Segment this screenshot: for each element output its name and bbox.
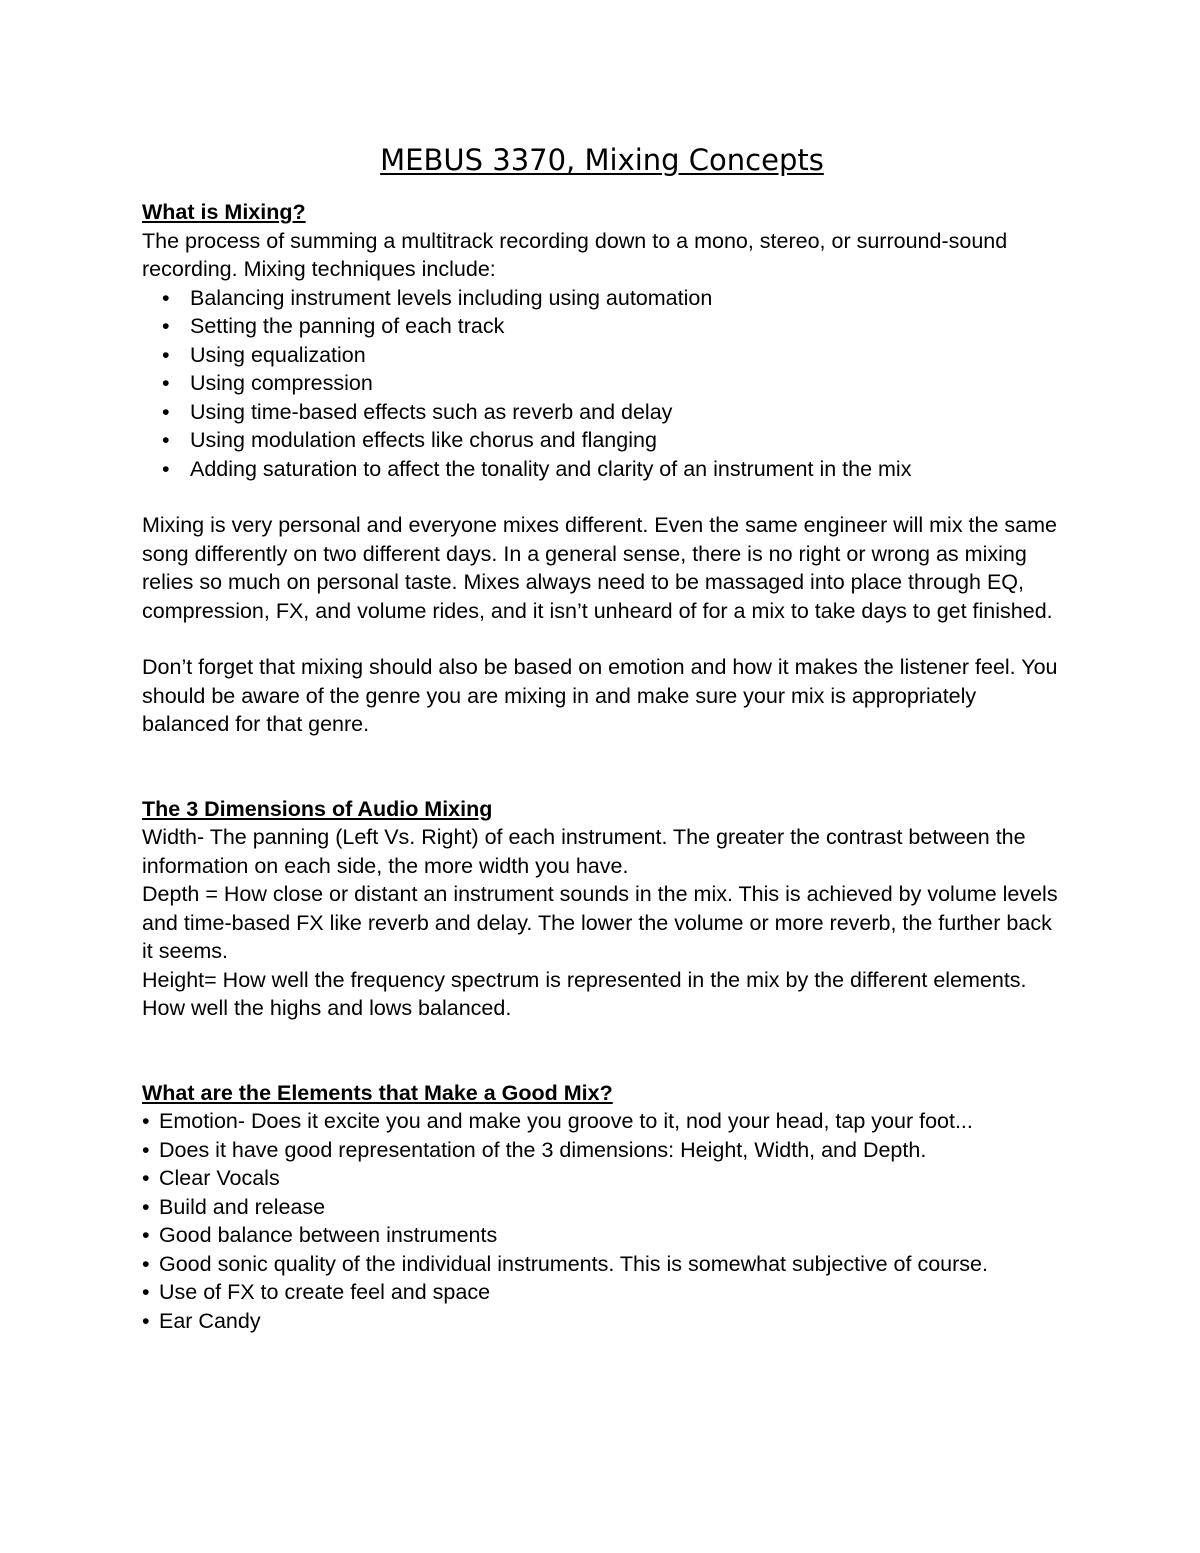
good-mix-elements-section	[142, 1079, 1062, 1336]
list-item: • Balancing instrument levels including using automation	[142, 284, 1062, 313]
dimensions-section	[142, 795, 1062, 1023]
list-item: • Setting the panning of each track	[142, 312, 1062, 341]
list-item: • Good balance between instruments	[142, 1221, 1062, 1250]
list-item: • Does it have good representation of the 3 dimensions: Height, Width, and Depth.	[142, 1136, 1062, 1165]
list-item: • Using modulation effects like chorus and flanging	[142, 426, 1062, 455]
mixing-intro-text: The process of summing a multitrack recording down to a mono, stereo, or surround-sound recording. Mixing techniques include:	[142, 228, 1008, 281]
mixing-techniques-list	[142, 284, 1062, 484]
list-item: • Clear Vocals	[142, 1164, 1062, 1193]
good-mix-elements-list	[142, 1107, 1062, 1335]
dimension-width-text: Width- The panning (Left Vs. Right) of each instrument. The greater the contrast between the information on each side, the more width you have.	[142, 825, 1026, 878]
list-item: • Ear Candy	[142, 1307, 1062, 1336]
list-item: • Good sonic quality of the individual instruments. This is somewhat subjective of course.	[142, 1250, 1062, 1279]
list-item: • Using compression	[142, 369, 1062, 398]
list-item: • Using time-based effects such as reverb and delay	[142, 398, 1062, 427]
list-item: • Use of FX to create feel and space	[142, 1278, 1062, 1307]
list-item: • Adding saturation to affect the tonality and clarity of an instrument in the mix	[142, 455, 1062, 484]
section-heading-good-mix: What are the Elements that Make a Good Mix?	[142, 1080, 613, 1105]
section-heading-what-is-mixing: What is Mixing?	[142, 200, 306, 224]
page-title: MEBUS 3370, Mixing Concepts	[380, 143, 824, 177]
list-item: • Emotion- Does it excite you and make you groove to it, nod your head, tap your foot...	[142, 1107, 1062, 1136]
section-heading-dimensions: The 3 Dimensions of Audio Mixing	[142, 796, 493, 821]
mixing-paragraph-personal: Mixing is very personal and everyone mixes different. Even the same engineer will mix the same song differently on two different days. In a general sense, there is no right or wrong as mixing relies so much on personal taste. Mixes always need to be massaged into place through EQ, compression, FX, and volume rides, and it isn’t unheard of for a mix to take days to get finished.	[142, 513, 1057, 623]
list-item: • Build and release	[142, 1193, 1062, 1222]
what-is-mixing-section	[142, 198, 1062, 739]
dimension-height-text: Height= How well the frequency spectrum is represented in the mix by the different elements. How well the highs and lows balanced.	[142, 967, 1027, 1020]
list-item: • Using equalization	[142, 341, 1062, 370]
dimension-depth-text: Depth = How close or distant an instrument sounds in the mix. This is achieved by volume levels and time-based FX like reverb and delay. The lower the volume or more reverb, the further back it seems.	[142, 882, 1058, 963]
document-page	[142, 140, 1062, 1335]
mixing-paragraph-emotion: Don’t forget that mixing should also be based on emotion and how it makes the listener feel. You should be aware of the genre you are mixing in and make sure your mix is appropriately balanced for that genre.	[142, 655, 1058, 736]
